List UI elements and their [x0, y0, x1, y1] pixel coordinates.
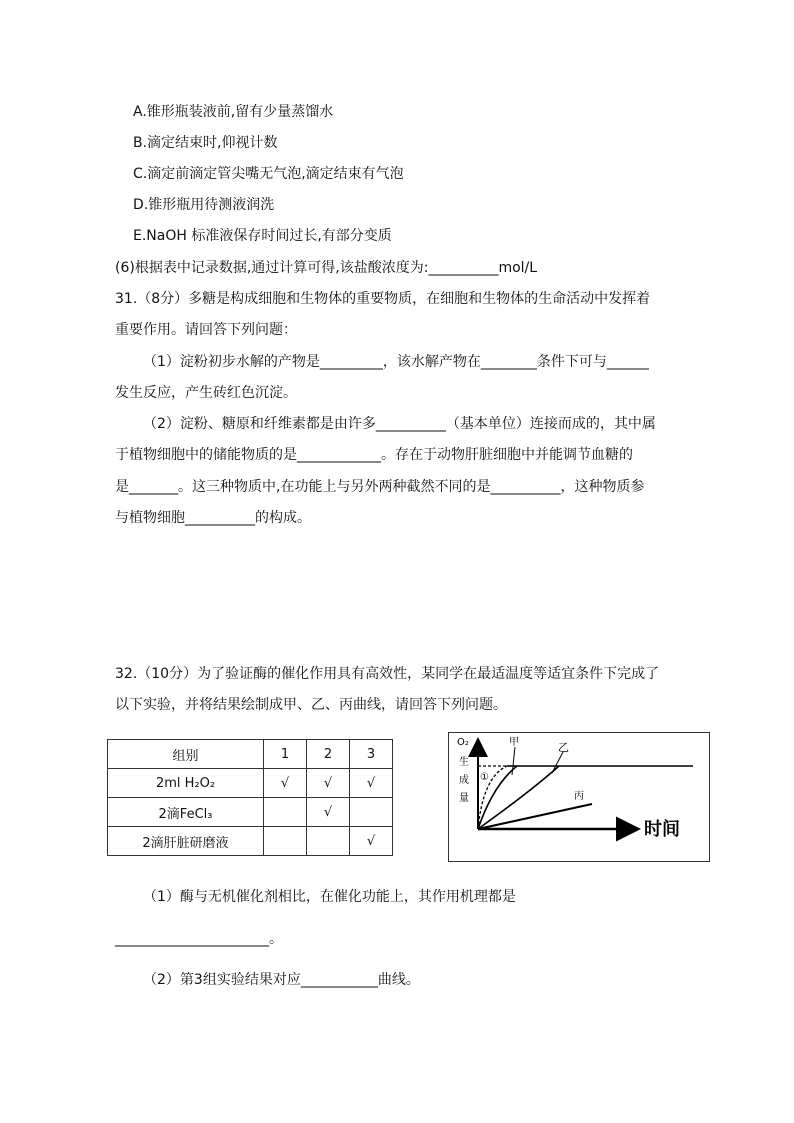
table-cell [264, 798, 307, 827]
table-cell: √ [350, 769, 393, 798]
table-header-cell: 2 [307, 740, 350, 769]
q31-part2-line2: 于植物细胞中的储能物质的是____________。存在于动物肝脏细胞中并能调节血糖的 [115, 447, 633, 463]
table-header-cell: 1 [264, 740, 307, 769]
table-cell: 2滴FeCl₃ [108, 798, 264, 827]
table-row [108, 769, 393, 798]
table-cell: √ [264, 769, 307, 798]
option-d: D.锥形瓶用待测液润洗 [133, 197, 275, 213]
x-axis-label: 时间 [644, 819, 680, 840]
q31-part2-line1: （2）淀粉、糖原和纤维素都是由许多__________（基本单位）连接而成的，其中属 [143, 416, 656, 432]
option-a: A.锥形瓶装液前,留有少量蒸馏水 [133, 104, 334, 120]
question-6: (6)根据表中记录数据,通过计算可得,该盐酸浓度为:__________mol/L [115, 260, 538, 276]
q31-stem-line2: 重要作用。请回答下列问题： [115, 322, 297, 338]
y-axis-label-top: O₂ [457, 737, 469, 748]
q31-part1-line1: （1）淀粉初步水解的产物是_________，该水解产物在________条件下可与______ [143, 354, 649, 370]
q32-sub2: （2）第3组实验结果对应___________曲线。 [143, 972, 420, 988]
table-header-row [108, 740, 393, 769]
option-e: E.NaOH 标准液保存时间过长,有部分变质 [133, 228, 392, 244]
q32-sub1-line1: （1）酶与无机催化剂相比，在催化功能上，其作用机理都是 [143, 889, 516, 905]
table-cell: √ [350, 827, 393, 856]
table-cell: 2ml H₂O₂ [108, 769, 264, 798]
q31-part2-line4: 与植物细胞__________的构成。 [115, 510, 311, 526]
table-cell: √ [307, 798, 350, 827]
table-cell [307, 827, 350, 856]
y-axis-label-char: 生 [459, 757, 469, 768]
curve-label-bing: 丙 [574, 791, 584, 802]
q31-part1-line2: 发生反应，产生砖红色沉淀。 [115, 385, 297, 401]
option-c: C.滴定前滴定管尖嘴无气泡,滴定结束有气泡 [133, 166, 404, 182]
table-cell [264, 827, 307, 856]
y-axis-label-char: 量 [459, 793, 469, 804]
q31-stem-line1: 31.（8分）多糖是构成细胞和生物体的重要物质，在细胞和生物体的生命活动中发挥着 [115, 291, 651, 307]
label-leader-jia [512, 747, 515, 775]
q32-stem-line2: 以下实验，并将结果绘制成甲、乙、丙曲线，请回答下列问题。 [115, 697, 507, 713]
curve-marker-1: ① [480, 772, 489, 783]
oxygen-curve-figure [448, 732, 710, 862]
q31-part2-line3: 是_______。这三种物质中,在功能上与另外两种截然不同的是__________，这种物质参 [115, 479, 645, 495]
curve-label-jia: 甲 [509, 737, 519, 748]
experiment-group-table [107, 739, 393, 856]
oxygen-curve-svg [449, 733, 711, 863]
curve-label-yi: 乙 [558, 741, 569, 754]
table-row [108, 798, 393, 827]
table-header-cell: 3 [350, 740, 393, 769]
q32-sub1-line2: ______________________。 [115, 931, 283, 947]
table-cell: 2滴肝脏研磨液 [108, 827, 264, 856]
y-axis-label-char: 成 [459, 775, 469, 786]
table-cell: √ [307, 769, 350, 798]
table-header-cell: 组别 [108, 740, 264, 769]
option-b: B.滴定结束时,仰视计数 [133, 135, 278, 151]
q32-stem-line1: 32.（10分）为了验证酶的催化作用具有高效性，某同学在最适温度等适宜条件下完成了 [115, 666, 660, 682]
table-cell [350, 798, 393, 827]
label-leader-yi [552, 752, 563, 773]
table-row [108, 827, 393, 856]
